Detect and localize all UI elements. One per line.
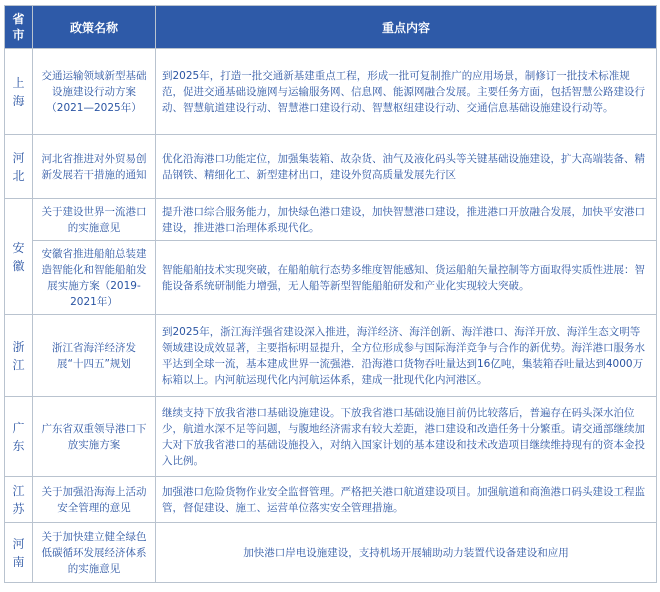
policy-content: 优化沿海港口功能定位，加强集装箱、故杂货、油气及液化码头等关键基础设施建设，扩大高端装备、精品钢铁、精细化工、新型建材出口，建设外贸高质量发展先行区	[156, 135, 657, 199]
header-province	[5, 6, 33, 49]
province-char: 苏	[12, 501, 25, 516]
policy-name: 广东省双重领导港口下放实施方案	[33, 397, 156, 477]
table-header-row	[5, 6, 657, 49]
province-char: 河	[12, 150, 25, 165]
province-char: 江	[12, 483, 25, 498]
policy-content: 智能船舶技术实现突破，在船舶航行态势多维度智能感知、货运船舶矢量控制等方面取得实质性进展：智能设备系统研制能力增强，无人船等新型智能船舶研发和产业化实现较大突破。	[156, 241, 657, 315]
policy-name: 关于加强沿海海上活动安全管理的意见	[33, 477, 156, 523]
policy-content: 继续支持下放我省港口基础设施建设。下放我省港口基础设施目前仍比较落后，普遍存在码头深水泊位少，航道水深不足等问题，与腹地经济需求有较大差距，港口建设和改造任务十分繁重。请交通部继续加大对下放我省港口的基础设施投入，对纳入国家计划的基本建设和技术改造项目继续维持现有的资本金投入比例。	[156, 397, 657, 477]
policy-name: 交通运输领域新型基础设施建设行动方案（2021—2025年）	[33, 49, 156, 135]
header-province-line-1: 省	[12, 12, 25, 26]
table-row	[5, 523, 657, 583]
policy-content: 加快港口岸电设施建设，支持机场开展辅助动力装置代设备建设和应用	[156, 523, 657, 583]
table-row	[5, 135, 657, 199]
policy-name: 安徽省推进船舶总装建造智能化和智能船舶发展实施方案（2019-2021年）	[33, 241, 156, 315]
policy-content: 到2025年，打造一批交通新基建重点工程，形成一批可复制推广的应用场景，制修订一批技术标准规范，促进交通基础设施网与运输服务网、信息网、能源网融合发展。主要任务方面，包括智慧公路建设行动、智慧航道建设行动、智慧港口建设行动、智慧枢纽建设行动、交通信息基础设施建设行动等。	[156, 49, 657, 135]
province-char: 南	[12, 554, 25, 569]
province-char: 浙	[12, 339, 25, 354]
province-char: 徽	[12, 258, 25, 273]
policy-content: 加强港口危险货物作业安全监督管理。严格把关港口航道建设项目。加强航道和商渔港口码头建设工程监管，督促建设、施工、运营单位落实安全管理措施。	[156, 477, 657, 523]
province-char: 东	[12, 438, 25, 453]
policy-name: 浙江省海洋经济发展“十四五”规划	[33, 315, 156, 397]
province-char: 河	[12, 536, 25, 551]
province-cell	[5, 199, 33, 315]
table-row	[5, 199, 657, 241]
province-char: 广	[12, 420, 25, 435]
header-province-line-2: 市	[12, 28, 25, 42]
table-row	[5, 397, 657, 477]
table-row	[5, 49, 657, 135]
policy-name: 关于建设世界一流港口的实施意见	[33, 199, 156, 241]
province-cell	[5, 315, 33, 397]
policy-name: 河北省推进对外贸易创新发展若干措施的通知	[33, 135, 156, 199]
table-row	[5, 315, 657, 397]
table-row	[5, 241, 657, 315]
policy-content: 提升港口综合服务能力，加快绿色港口建设，加快智慧港口建设，推进港口开放融合发展，加快平安港口建设，推进港口治理体系现代化。	[156, 199, 657, 241]
header-policy: 政策名称	[33, 6, 156, 49]
province-cell	[5, 397, 33, 477]
province-char: 上	[12, 75, 25, 90]
province-cell	[5, 523, 33, 583]
policy-content: 到2025年，浙江海洋强省建设深入推进，海洋经济、海洋创新、海洋港口、海洋开放、海洋生态文明等领域建设成效显著，主要指标明显提升，全方位形成参与国际海洋竞争与合作的新优势。海洋港口服务水平达到全球一流，基本建成世界一流强港．沿海港口货物吞吐量达到16亿吨，集装箱吞吐量达到4000万标箱以上。内河航运现代化内河航运体系，建成一批现代化内河港区。	[156, 315, 657, 397]
province-cell	[5, 49, 33, 135]
province-char: 北	[12, 168, 25, 183]
policy-table	[4, 5, 657, 583]
province-char: 海	[12, 93, 25, 108]
province-cell	[5, 135, 33, 199]
table-row	[5, 477, 657, 523]
header-content: 重点内容	[156, 6, 657, 49]
province-cell	[5, 477, 33, 523]
policy-name: 关于加快建立健全绿色低碳循环发展经济体系的实施意见	[33, 523, 156, 583]
province-char: 江	[12, 357, 25, 372]
province-char: 安	[12, 240, 25, 255]
